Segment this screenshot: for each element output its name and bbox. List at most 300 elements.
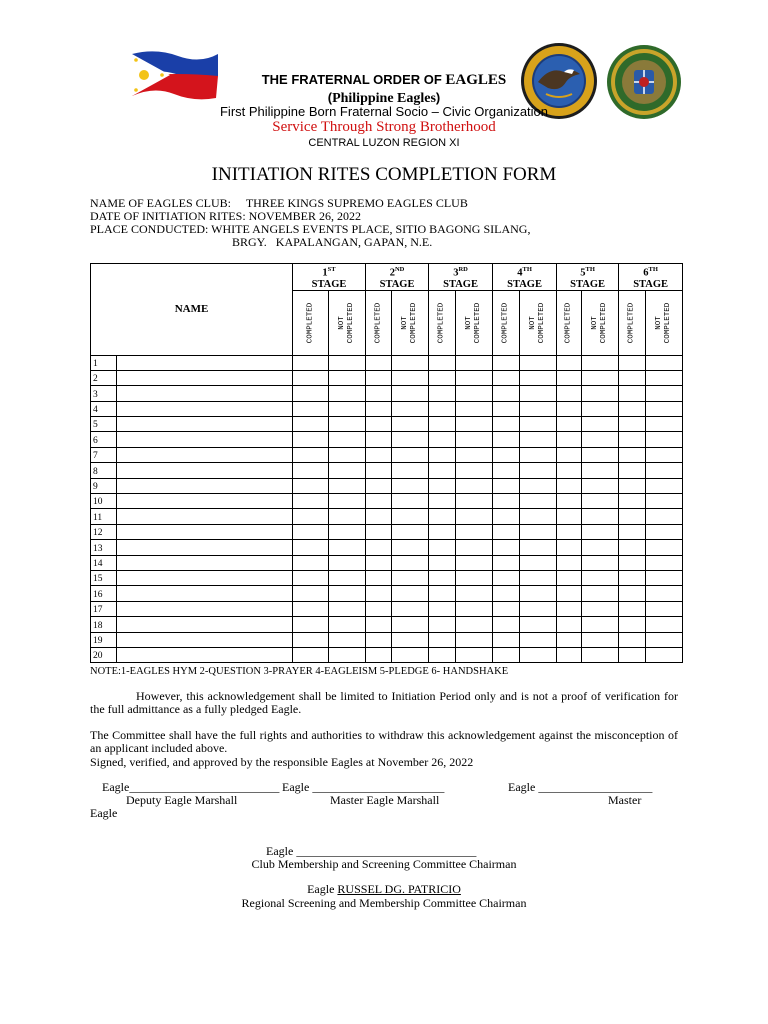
not-completed-cell[interactable] bbox=[392, 355, 429, 370]
completed-cell[interactable] bbox=[493, 555, 520, 570]
name-cell[interactable] bbox=[117, 447, 293, 462]
completed-cell[interactable] bbox=[557, 586, 582, 601]
not-completed-cell[interactable] bbox=[392, 647, 429, 662]
not-completed-cell[interactable] bbox=[329, 478, 366, 493]
not-completed-cell[interactable] bbox=[456, 586, 493, 601]
not-completed-cell[interactable] bbox=[392, 447, 429, 462]
name-cell[interactable] bbox=[117, 401, 293, 416]
completed-cell[interactable] bbox=[429, 586, 456, 601]
completed-cell[interactable] bbox=[619, 494, 646, 509]
name-cell[interactable] bbox=[117, 540, 293, 555]
not-completed-cell[interactable] bbox=[582, 463, 619, 478]
not-completed-cell[interactable] bbox=[392, 509, 429, 524]
stage-number: 2 bbox=[389, 267, 395, 279]
completed-cell[interactable] bbox=[293, 540, 329, 555]
completed-cell[interactable] bbox=[619, 370, 646, 385]
club-value: THREE KINGS SUPREMO EAGLES CLUB bbox=[245, 196, 468, 210]
name-cell[interactable] bbox=[117, 432, 293, 447]
completed-cell[interactable] bbox=[619, 540, 646, 555]
stage-header bbox=[293, 264, 366, 291]
completed-cell[interactable] bbox=[619, 401, 646, 416]
completed-cell[interactable] bbox=[493, 570, 520, 585]
name-cell[interactable] bbox=[117, 355, 293, 370]
not-completed-cell[interactable] bbox=[520, 540, 557, 555]
not-completed-cell[interactable] bbox=[582, 355, 619, 370]
not-completed-cell[interactable] bbox=[646, 386, 683, 401]
not-completed-cell[interactable] bbox=[520, 570, 557, 585]
completed-cell[interactable] bbox=[493, 417, 520, 432]
civic-organization-line: First Philippine Born Fraternal Socio – Civic Organization bbox=[219, 104, 549, 119]
not-completed-cell[interactable] bbox=[456, 355, 493, 370]
completed-cell[interactable] bbox=[493, 355, 520, 370]
not-completed-cell[interactable] bbox=[329, 386, 366, 401]
not-completed-cell[interactable] bbox=[456, 432, 493, 447]
completed-cell[interactable] bbox=[429, 386, 456, 401]
not-completed-cell[interactable] bbox=[520, 601, 557, 616]
completed-cell[interactable] bbox=[429, 370, 456, 385]
not-completed-cell[interactable] bbox=[329, 417, 366, 432]
name-cell[interactable] bbox=[117, 647, 293, 662]
completed-cell[interactable] bbox=[429, 524, 456, 539]
not-completed-cell[interactable] bbox=[646, 601, 683, 616]
completed-cell[interactable] bbox=[366, 647, 392, 662]
not-completed-cell[interactable] bbox=[329, 570, 366, 585]
stage-ordinal: TH bbox=[648, 266, 658, 273]
completed-cell[interactable] bbox=[493, 601, 520, 616]
completed-cell[interactable] bbox=[429, 355, 456, 370]
not-completed-cell[interactable] bbox=[392, 432, 429, 447]
completed-cell[interactable] bbox=[366, 401, 392, 416]
not-completed-cell[interactable] bbox=[456, 601, 493, 616]
completed-cell[interactable] bbox=[493, 647, 520, 662]
not-completed-cell[interactable] bbox=[582, 632, 619, 647]
not-completed-cell[interactable] bbox=[582, 370, 619, 385]
not-completed-cell[interactable] bbox=[646, 478, 683, 493]
completed-cell[interactable] bbox=[493, 432, 520, 447]
row-number: 17 bbox=[91, 601, 117, 616]
not-completed-cell[interactable] bbox=[582, 509, 619, 524]
not-completed-cell[interactable] bbox=[520, 647, 557, 662]
completed-cell[interactable] bbox=[493, 586, 520, 601]
completed-cell[interactable] bbox=[557, 570, 582, 585]
completed-cell[interactable] bbox=[493, 370, 520, 385]
master-marshall-signature-line[interactable]: Eagle ______________________ bbox=[282, 780, 445, 794]
completed-cell[interactable] bbox=[366, 386, 392, 401]
not-completed-cell[interactable] bbox=[329, 401, 366, 416]
not-completed-cell[interactable] bbox=[392, 617, 429, 632]
completed-cell[interactable] bbox=[557, 524, 582, 539]
not-completed-cell[interactable] bbox=[329, 524, 366, 539]
completed-cell[interactable] bbox=[366, 617, 392, 632]
not-completed-cell[interactable] bbox=[520, 586, 557, 601]
completed-cell[interactable] bbox=[293, 570, 329, 585]
completed-cell[interactable] bbox=[366, 524, 392, 539]
name-cell[interactable] bbox=[117, 478, 293, 493]
completed-cell[interactable] bbox=[557, 370, 582, 385]
completed-cell[interactable] bbox=[619, 355, 646, 370]
completed-cell[interactable] bbox=[619, 432, 646, 447]
not-completed-cell[interactable] bbox=[392, 601, 429, 616]
completed-cell[interactable] bbox=[493, 447, 520, 462]
completed-cell[interactable] bbox=[293, 432, 329, 447]
completed-cell[interactable] bbox=[619, 463, 646, 478]
row-number: 2 bbox=[91, 370, 117, 385]
not-completed-cell[interactable] bbox=[520, 386, 557, 401]
not-completed-cell[interactable] bbox=[392, 386, 429, 401]
not-completed-cell[interactable] bbox=[582, 647, 619, 662]
not-completed-cell[interactable] bbox=[582, 494, 619, 509]
vertical-label: NOT COMPLETED bbox=[591, 302, 609, 343]
completed-cell[interactable] bbox=[557, 401, 582, 416]
completed-cell[interactable] bbox=[293, 401, 329, 416]
completed-cell[interactable] bbox=[557, 509, 582, 524]
completed-cell[interactable] bbox=[293, 386, 329, 401]
stage-word: STAGE bbox=[570, 278, 605, 290]
not-completed-cell[interactable] bbox=[646, 617, 683, 632]
not-completed-cell[interactable] bbox=[646, 401, 683, 416]
not-completed-cell[interactable] bbox=[582, 540, 619, 555]
not-completed-cell[interactable] bbox=[582, 586, 619, 601]
completed-cell[interactable] bbox=[493, 463, 520, 478]
not-completed-cell[interactable] bbox=[646, 632, 683, 647]
not-completed-cell[interactable] bbox=[582, 570, 619, 585]
completed-cell[interactable] bbox=[493, 632, 520, 647]
not-completed-cell[interactable] bbox=[520, 401, 557, 416]
completed-cell[interactable] bbox=[619, 555, 646, 570]
completed-cell[interactable] bbox=[366, 478, 392, 493]
completed-cell[interactable] bbox=[429, 447, 456, 462]
completed-cell[interactable] bbox=[366, 540, 392, 555]
row-number: 4 bbox=[91, 401, 117, 416]
not-completed-cell[interactable] bbox=[392, 370, 429, 385]
not-completed-cell[interactable] bbox=[520, 447, 557, 462]
not-completed-cell[interactable] bbox=[520, 617, 557, 632]
completed-cell[interactable] bbox=[619, 647, 646, 662]
not-completed-cell[interactable] bbox=[456, 370, 493, 385]
completed-cell[interactable] bbox=[429, 432, 456, 447]
not-completed-cell[interactable] bbox=[329, 447, 366, 462]
vertical-label: COMPLETED bbox=[501, 302, 510, 343]
completed-cell[interactable] bbox=[493, 386, 520, 401]
completed-cell[interactable] bbox=[366, 586, 392, 601]
regional-chair-name: RUSSEL DG. PATRICIO bbox=[337, 882, 461, 896]
not-completed-cell[interactable] bbox=[456, 494, 493, 509]
completed-cell[interactable] bbox=[557, 447, 582, 462]
not-completed-cell[interactable] bbox=[329, 509, 366, 524]
completed-cell[interactable] bbox=[429, 417, 456, 432]
completed-cell[interactable] bbox=[493, 524, 520, 539]
not-completed-cell[interactable] bbox=[329, 370, 366, 385]
row-number: 15 bbox=[91, 570, 117, 585]
completed-cell[interactable] bbox=[429, 617, 456, 632]
not-completed-cell[interactable] bbox=[456, 463, 493, 478]
completed-cell[interactable] bbox=[429, 463, 456, 478]
not-completed-cell[interactable] bbox=[582, 524, 619, 539]
completed-cell[interactable] bbox=[619, 586, 646, 601]
vertical-label: COMPLETED bbox=[627, 302, 636, 343]
completed-cell[interactable] bbox=[493, 478, 520, 493]
not-completed-cell[interactable] bbox=[582, 601, 619, 616]
completed-cell[interactable] bbox=[619, 386, 646, 401]
not-completed-cell[interactable] bbox=[582, 447, 619, 462]
not-completed-cell[interactable] bbox=[520, 432, 557, 447]
not-completed-cell[interactable] bbox=[456, 386, 493, 401]
completed-cell[interactable] bbox=[429, 601, 456, 616]
completed-cell[interactable] bbox=[293, 463, 329, 478]
completed-cell[interactable] bbox=[366, 447, 392, 462]
completed-cell[interactable] bbox=[619, 478, 646, 493]
completed-cell[interactable] bbox=[293, 632, 329, 647]
committee-paragraph: The Committee shall have the full rights and authorities to withdraw this acknowledgement against the misconception of an applicant included above. bbox=[90, 728, 678, 755]
not-completed-cell[interactable] bbox=[520, 494, 557, 509]
completed-cell[interactable] bbox=[557, 555, 582, 570]
not-completed-cell[interactable] bbox=[520, 632, 557, 647]
not-completed-cell[interactable] bbox=[456, 401, 493, 416]
completed-cell[interactable] bbox=[429, 478, 456, 493]
completed-cell[interactable] bbox=[493, 617, 520, 632]
row-number: 8 bbox=[91, 463, 117, 478]
regional-prefix: Eagle bbox=[307, 882, 338, 896]
not-completed-cell[interactable] bbox=[329, 632, 366, 647]
name-cell[interactable] bbox=[117, 386, 293, 401]
completed-cell[interactable] bbox=[493, 540, 520, 555]
acknowledgement-paragraph: However, this acknowledgement shall be limited to Initiation Period only and is not a proof of verification for the full admittance as a fully pledged Eagle. bbox=[90, 689, 678, 716]
not-completed-cell[interactable] bbox=[646, 570, 683, 585]
completed-cell[interactable] bbox=[619, 447, 646, 462]
not-completed-cell[interactable] bbox=[582, 555, 619, 570]
vertical-label: NOT COMPLETED bbox=[529, 302, 547, 343]
not-completed-cell[interactable] bbox=[392, 417, 429, 432]
not-completed-cell[interactable] bbox=[520, 478, 557, 493]
completed-cell[interactable] bbox=[293, 524, 329, 539]
completed-cell[interactable] bbox=[557, 463, 582, 478]
completed-cell[interactable] bbox=[557, 632, 582, 647]
completed-cell[interactable] bbox=[293, 370, 329, 385]
not-completed-cell[interactable] bbox=[646, 417, 683, 432]
not-completed-cell[interactable] bbox=[646, 555, 683, 570]
completed-cell[interactable] bbox=[557, 494, 582, 509]
completed-cell[interactable] bbox=[557, 417, 582, 432]
not-completed-cell[interactable] bbox=[520, 555, 557, 570]
not-completed-cell[interactable] bbox=[392, 570, 429, 585]
vertical-label: NOT COMPLETED bbox=[655, 302, 673, 343]
vertical-label: COMPLETED bbox=[564, 302, 573, 343]
name-cell[interactable] bbox=[117, 632, 293, 647]
not-completed-cell[interactable] bbox=[456, 632, 493, 647]
completed-cell[interactable] bbox=[619, 524, 646, 539]
completed-cell[interactable] bbox=[493, 494, 520, 509]
not-completed-cell[interactable] bbox=[329, 355, 366, 370]
not-completed-cell[interactable] bbox=[392, 478, 429, 493]
completed-cell[interactable] bbox=[429, 647, 456, 662]
not-completed-cell[interactable] bbox=[520, 355, 557, 370]
row-number: 5 bbox=[91, 417, 117, 432]
completed-cell[interactable] bbox=[366, 463, 392, 478]
not-completed-cell[interactable] bbox=[646, 494, 683, 509]
not-completed-cell[interactable] bbox=[456, 617, 493, 632]
completed-cell[interactable] bbox=[366, 601, 392, 616]
completed-cell[interactable] bbox=[557, 540, 582, 555]
name-cell[interactable] bbox=[117, 494, 293, 509]
name-cell[interactable] bbox=[117, 617, 293, 632]
not-completed-cell[interactable] bbox=[646, 355, 683, 370]
completed-cell[interactable] bbox=[366, 570, 392, 585]
not-completed-cell[interactable] bbox=[392, 555, 429, 570]
not-completed-cell[interactable] bbox=[456, 570, 493, 585]
stage-ordinal: RD bbox=[458, 266, 468, 273]
name-cell[interactable] bbox=[117, 586, 293, 601]
not-completed-cell[interactable] bbox=[392, 632, 429, 647]
completed-cell[interactable] bbox=[557, 386, 582, 401]
name-cell[interactable] bbox=[117, 524, 293, 539]
not-completed-cell[interactable] bbox=[456, 417, 493, 432]
completed-cell[interactable] bbox=[293, 417, 329, 432]
completed-cell[interactable] bbox=[619, 632, 646, 647]
completed-header bbox=[366, 290, 392, 355]
completed-cell[interactable] bbox=[429, 555, 456, 570]
not-completed-cell[interactable] bbox=[646, 370, 683, 385]
completed-cell[interactable] bbox=[493, 401, 520, 416]
not-completed-cell[interactable] bbox=[646, 447, 683, 462]
completed-cell[interactable] bbox=[366, 370, 392, 385]
not-completed-cell[interactable] bbox=[392, 463, 429, 478]
deputy-marshall-signature-line[interactable]: Eagle_________________________ bbox=[102, 780, 280, 794]
not-completed-cell[interactable] bbox=[392, 401, 429, 416]
name-cell[interactable] bbox=[117, 509, 293, 524]
club-chair-signature-line[interactable]: Eagle ______________________________ bbox=[266, 844, 477, 858]
form-title: INITIATION RITES COMPLETION FORM bbox=[211, 164, 557, 185]
not-completed-cell[interactable] bbox=[520, 509, 557, 524]
not-completed-cell[interactable] bbox=[456, 478, 493, 493]
completed-header bbox=[557, 290, 582, 355]
not-completed-cell[interactable] bbox=[520, 417, 557, 432]
not-completed-cell[interactable] bbox=[456, 524, 493, 539]
completed-cell[interactable] bbox=[293, 617, 329, 632]
not-completed-cell[interactable] bbox=[646, 586, 683, 601]
completed-cell[interactable] bbox=[557, 617, 582, 632]
completed-cell[interactable] bbox=[293, 555, 329, 570]
not-completed-cell[interactable] bbox=[582, 386, 619, 401]
completed-cell[interactable] bbox=[619, 509, 646, 524]
completed-cell[interactable] bbox=[293, 509, 329, 524]
completed-cell[interactable] bbox=[293, 355, 329, 370]
not-completed-cell[interactable] bbox=[392, 524, 429, 539]
not-completed-cell[interactable] bbox=[646, 647, 683, 662]
not-completed-cell[interactable] bbox=[646, 463, 683, 478]
not-completed-cell[interactable] bbox=[520, 463, 557, 478]
not-completed-cell[interactable] bbox=[329, 494, 366, 509]
completed-cell[interactable] bbox=[557, 355, 582, 370]
completed-cell[interactable] bbox=[619, 417, 646, 432]
stage-header bbox=[493, 264, 557, 291]
name-cell[interactable] bbox=[117, 570, 293, 585]
not-completed-cell[interactable] bbox=[329, 647, 366, 662]
completed-cell[interactable] bbox=[557, 432, 582, 447]
completed-cell[interactable] bbox=[366, 432, 392, 447]
completed-cell[interactable] bbox=[557, 478, 582, 493]
master-marshall-role: Master Eagle Marshall bbox=[330, 793, 440, 807]
completed-cell[interactable] bbox=[293, 494, 329, 509]
not-completed-cell[interactable] bbox=[646, 509, 683, 524]
not-completed-cell[interactable] bbox=[392, 540, 429, 555]
club-label: NAME OF EAGLES CLUB: bbox=[90, 196, 232, 210]
completed-cell[interactable] bbox=[366, 632, 392, 647]
not-completed-cell[interactable] bbox=[582, 432, 619, 447]
not-completed-cell[interactable] bbox=[582, 478, 619, 493]
name-cell[interactable] bbox=[117, 417, 293, 432]
not-completed-cell[interactable] bbox=[329, 586, 366, 601]
row-number: 12 bbox=[91, 524, 117, 539]
not-completed-cell[interactable] bbox=[520, 370, 557, 385]
completed-cell[interactable] bbox=[293, 601, 329, 616]
completed-cell[interactable] bbox=[293, 447, 329, 462]
not-completed-cell[interactable] bbox=[392, 494, 429, 509]
completed-cell[interactable] bbox=[293, 478, 329, 493]
not-completed-cell[interactable] bbox=[646, 432, 683, 447]
completed-cell[interactable] bbox=[293, 586, 329, 601]
not-completed-cell[interactable] bbox=[392, 586, 429, 601]
not-completed-cell[interactable] bbox=[456, 555, 493, 570]
completed-cell[interactable] bbox=[493, 509, 520, 524]
not-completed-header bbox=[520, 290, 557, 355]
not-completed-cell[interactable] bbox=[329, 617, 366, 632]
not-completed-cell[interactable] bbox=[329, 540, 366, 555]
completed-cell[interactable] bbox=[557, 647, 582, 662]
not-completed-cell[interactable] bbox=[582, 417, 619, 432]
not-completed-cell[interactable] bbox=[329, 432, 366, 447]
name-cell[interactable] bbox=[117, 370, 293, 385]
completed-cell[interactable] bbox=[429, 494, 456, 509]
completed-cell[interactable] bbox=[366, 417, 392, 432]
not-completed-cell[interactable] bbox=[646, 524, 683, 539]
stage-number: 3 bbox=[453, 267, 459, 279]
name-cell[interactable] bbox=[117, 463, 293, 478]
table-row bbox=[91, 570, 683, 585]
name-cell[interactable] bbox=[117, 555, 293, 570]
completed-cell[interactable] bbox=[366, 555, 392, 570]
completed-cell[interactable] bbox=[557, 601, 582, 616]
not-completed-cell[interactable] bbox=[582, 617, 619, 632]
not-completed-cell[interactable] bbox=[456, 540, 493, 555]
completed-cell[interactable] bbox=[429, 509, 456, 524]
completed-cell[interactable] bbox=[619, 617, 646, 632]
completed-cell[interactable] bbox=[429, 632, 456, 647]
master-eagle-signature-line[interactable]: Eagle ___________________ bbox=[508, 780, 653, 794]
completed-cell[interactable] bbox=[619, 570, 646, 585]
not-completed-cell[interactable] bbox=[456, 447, 493, 462]
completed-cell[interactable] bbox=[429, 570, 456, 585]
table-row bbox=[91, 509, 683, 524]
completed-cell[interactable] bbox=[366, 494, 392, 509]
not-completed-cell[interactable] bbox=[646, 540, 683, 555]
not-completed-cell[interactable] bbox=[329, 555, 366, 570]
completed-header bbox=[429, 290, 456, 355]
completed-cell[interactable] bbox=[429, 540, 456, 555]
not-completed-cell[interactable] bbox=[456, 647, 493, 662]
completed-cell[interactable] bbox=[366, 509, 392, 524]
completed-cell[interactable] bbox=[429, 401, 456, 416]
stage-ordinal: ND bbox=[394, 266, 405, 273]
not-completed-cell[interactable] bbox=[582, 401, 619, 416]
completed-cell[interactable] bbox=[619, 601, 646, 616]
completed-cell[interactable] bbox=[293, 647, 329, 662]
not-completed-cell[interactable] bbox=[520, 524, 557, 539]
not-completed-cell[interactable] bbox=[329, 463, 366, 478]
not-completed-cell[interactable] bbox=[456, 509, 493, 524]
not-completed-cell[interactable] bbox=[329, 601, 366, 616]
name-cell[interactable] bbox=[117, 601, 293, 616]
completed-cell[interactable] bbox=[366, 355, 392, 370]
